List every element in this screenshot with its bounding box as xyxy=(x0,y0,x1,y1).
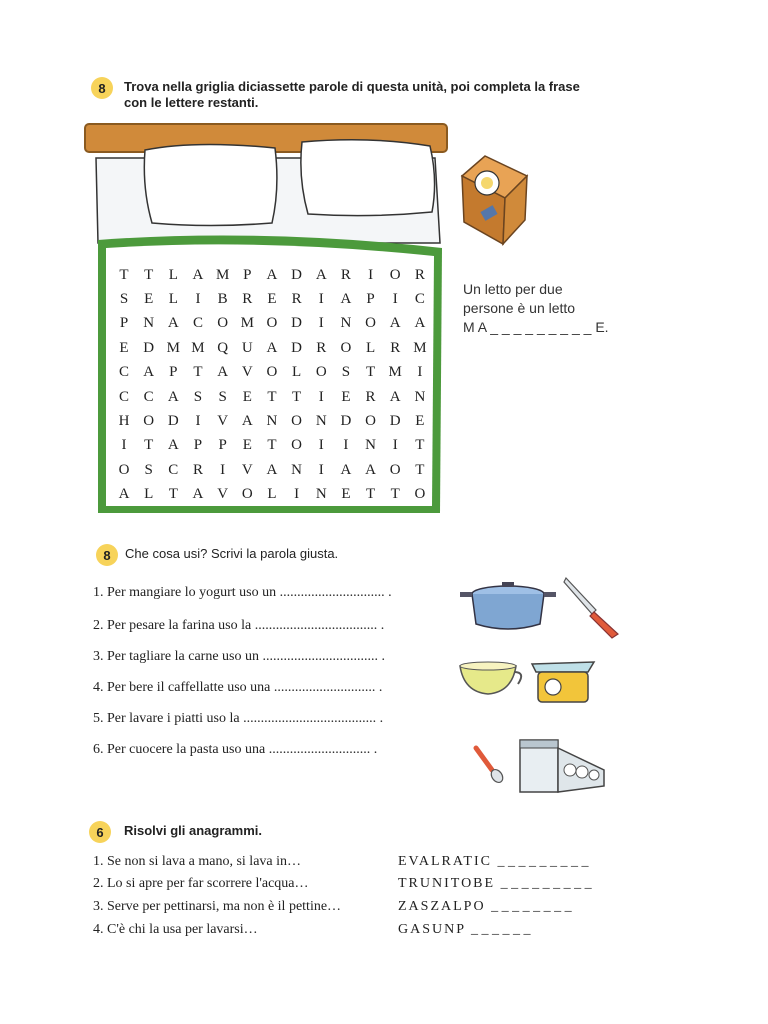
grid-letter[interactable]: V xyxy=(241,364,253,381)
sentence-1: 1. Per mangiare lo yogurt uso un .............................. . xyxy=(93,585,392,600)
grid-letter[interactable]: S xyxy=(144,461,153,478)
grid-letter[interactable]: O xyxy=(414,486,426,503)
grid-letter[interactable]: A xyxy=(167,437,179,454)
grid-row xyxy=(112,361,432,385)
grid-letter[interactable]: R xyxy=(390,339,401,356)
grid-letter[interactable]: A xyxy=(340,461,352,478)
grid-letter[interactable]: A xyxy=(241,413,253,430)
grid-letter[interactable]: O xyxy=(241,486,253,503)
answer-blank-4[interactable]: ............................. . xyxy=(273,680,383,695)
grid-letter[interactable]: O xyxy=(365,413,376,430)
grid-letter[interactable]: R xyxy=(291,291,302,308)
grid-letter[interactable]: R xyxy=(365,388,376,405)
grid-row xyxy=(112,287,432,311)
grid-letter[interactable]: I xyxy=(318,461,324,478)
grid-letter[interactable]: L xyxy=(292,364,302,381)
grid-letter[interactable]: I xyxy=(318,437,324,454)
grid-letter[interactable]: P xyxy=(169,364,178,381)
grid-letter[interactable]: R xyxy=(340,266,351,283)
answer-blank-2[interactable]: ................................... . xyxy=(254,618,385,633)
grid-letter[interactable]: I xyxy=(368,266,374,283)
anagram-blank-1[interactable]: _ _ _ _ _ _ _ _ _ xyxy=(497,854,589,869)
grid-letter[interactable]: N xyxy=(315,486,327,503)
grid-letter[interactable]: S xyxy=(218,388,227,405)
phrase-blank[interactable]: _ _ _ _ _ _ _ _ _ xyxy=(490,319,592,335)
grid-letter[interactable]: I xyxy=(121,437,127,454)
grid-letter[interactable]: D xyxy=(143,339,155,356)
phrase-line-2: persone è un letto xyxy=(463,300,576,316)
grid-letter[interactable]: D xyxy=(291,315,303,332)
grid-letter[interactable]: I xyxy=(392,291,398,308)
grid-letter[interactable]: P xyxy=(366,291,375,308)
grid-letter[interactable]: A xyxy=(143,364,155,381)
grid-letter[interactable]: I xyxy=(318,388,324,405)
instructions-line-2: con le lettere restanti. xyxy=(124,95,259,110)
grid-letter[interactable]: O xyxy=(315,364,327,381)
sentence-2: 2. Per pesare la farina uso la ................................... . xyxy=(93,618,385,633)
grid-letter[interactable]: A xyxy=(167,388,179,405)
grid-letter[interactable]: S xyxy=(341,364,351,381)
answer-blank-1[interactable]: .............................. . xyxy=(279,585,392,600)
grid-letter[interactable]: M xyxy=(413,339,427,356)
grid-letter[interactable]: N xyxy=(315,413,327,430)
kitchen-items-illustration xyxy=(456,572,626,797)
knife-icon xyxy=(564,578,618,638)
anagram-clue-1: 1. Se non si lava a mano, si lava in… xyxy=(93,854,302,869)
grid-letter[interactable]: A xyxy=(266,266,278,283)
grid-letter[interactable]: R xyxy=(414,266,425,283)
grid-letter[interactable]: I xyxy=(318,315,324,332)
grid-letter[interactable]: A xyxy=(266,461,278,478)
grid-letter[interactable]: D xyxy=(340,413,352,430)
grid-row xyxy=(112,409,432,433)
exercise-2-title: Che cosa usi? Scrivi la parola giusta. xyxy=(125,546,339,561)
grid-letter[interactable]: B xyxy=(217,291,228,308)
sentence-6: 6. Per cuocere la pasta uso una ............................. . xyxy=(93,742,378,757)
grid-letter[interactable]: T xyxy=(365,486,376,503)
phrase-end: E. xyxy=(595,319,609,335)
grid-letter[interactable]: M xyxy=(240,315,254,332)
pillow-left xyxy=(144,144,277,225)
grid-letter[interactable]: D xyxy=(389,413,401,430)
completion-phrase xyxy=(463,280,633,337)
grid-letter[interactable]: P xyxy=(193,437,203,454)
exercise-number-badge: 8 xyxy=(91,77,113,99)
grid-letter[interactable]: D xyxy=(291,339,303,356)
grid-letter[interactable]: C xyxy=(118,388,129,405)
grid-letter[interactable]: T xyxy=(415,461,425,478)
grid-letter[interactable]: O xyxy=(365,315,376,332)
grid-letter[interactable]: I xyxy=(220,461,226,478)
spoon-icon xyxy=(476,748,505,785)
anagram-word-1: EVALRATIC _ _ _ _ _ _ _ _ _ xyxy=(398,854,589,869)
grid-letter[interactable]: A xyxy=(365,461,376,478)
grid-letter[interactable]: T xyxy=(267,437,277,454)
anagram-word-2: TRUNITOBE _ _ _ _ _ _ _ _ _ xyxy=(398,876,592,891)
grid-letter[interactable]: M xyxy=(388,364,402,381)
grid-letter[interactable]: S xyxy=(119,291,129,308)
grid-letter[interactable]: A xyxy=(217,364,229,381)
grid-letter[interactable]: E xyxy=(415,413,425,430)
grid-letter[interactable]: E xyxy=(242,437,252,454)
grid-letter[interactable]: P xyxy=(218,437,227,454)
grid-letter[interactable]: H xyxy=(118,413,130,430)
instructions-line-1: Trova nella griglia diciassette parole di questa unità, poi completa la frase xyxy=(124,79,580,94)
answer-blank-3[interactable]: ................................. . xyxy=(262,649,385,664)
grid-row xyxy=(112,483,432,507)
anagram-clue-4: 4. C'è chi la usa per lavarsi… xyxy=(93,922,258,937)
grid-letter[interactable]: O xyxy=(217,315,229,332)
grid-letter[interactable]: I xyxy=(417,364,423,381)
grid-letter[interactable]: E xyxy=(119,339,129,356)
grid-row xyxy=(112,434,432,458)
answer-blank-5[interactable]: ...................................... . xyxy=(243,711,384,726)
grid-letter[interactable]: S xyxy=(193,388,203,405)
grid-letter[interactable]: I xyxy=(392,437,398,454)
grid-letter[interactable]: A xyxy=(118,486,130,503)
grid-letter[interactable]: N xyxy=(340,315,352,332)
grid-letter[interactable]: V xyxy=(217,486,229,503)
grid-letter[interactable]: O xyxy=(340,339,352,356)
exercise-3-title: Risolvi gli anagrammi. xyxy=(124,823,262,838)
exercise-instructions xyxy=(124,79,604,111)
grid-letter[interactable]: T xyxy=(168,486,178,503)
grid-letter[interactable]: N xyxy=(266,413,278,430)
grid-letter[interactable]: E xyxy=(144,291,154,308)
grid-letter[interactable]: D xyxy=(167,413,179,430)
grid-letter[interactable]: A xyxy=(266,339,278,356)
grid-letter[interactable]: T xyxy=(365,364,376,381)
anagram-blank-2[interactable]: _ _ _ _ _ _ _ _ _ xyxy=(500,876,592,891)
grid-letter[interactable]: O xyxy=(291,413,303,430)
grid-letter[interactable]: D xyxy=(291,266,303,283)
grid-letter[interactable]: O xyxy=(291,437,303,454)
grid-letter[interactable]: N xyxy=(365,437,376,454)
grid-letter[interactable]: V xyxy=(217,413,229,430)
grid-row xyxy=(112,263,432,287)
grid-letter[interactable]: U xyxy=(241,339,253,356)
grid-row xyxy=(112,458,432,482)
grid-letter[interactable]: C xyxy=(143,388,154,405)
grid-letter[interactable]: T xyxy=(193,364,203,381)
grid-row xyxy=(112,336,432,360)
grid-letter[interactable]: E xyxy=(341,388,351,405)
dishwasher-icon xyxy=(520,740,604,792)
grid-letter[interactable]: N xyxy=(143,315,155,332)
grid-row xyxy=(112,312,432,336)
grid-letter[interactable]: O xyxy=(266,364,278,381)
grid-letter[interactable]: A xyxy=(414,315,426,332)
grid-letter[interactable]: L xyxy=(168,291,178,308)
grid-letter[interactable]: N xyxy=(414,388,426,405)
grid-letter[interactable]: A xyxy=(167,315,179,332)
grid-letter[interactable]: R xyxy=(316,339,327,356)
grid-letter[interactable]: T xyxy=(292,388,302,405)
anagram-blank-3[interactable]: _ _ _ _ _ _ _ _ xyxy=(491,899,572,914)
sentence-5: 5. Per lavare i piatti uso la ...................................... . xyxy=(93,711,384,726)
grid-letter[interactable]: L xyxy=(365,339,376,356)
phrase-line-1: Un letto per due xyxy=(463,281,563,297)
grid-letter[interactable]: T xyxy=(119,266,129,283)
grid-row xyxy=(112,385,432,409)
grid-letter[interactable]: M xyxy=(191,339,205,356)
grid-letter[interactable]: A xyxy=(389,315,401,332)
answer-blank-6[interactable]: ............................. . xyxy=(268,742,378,757)
grid-letter[interactable]: R xyxy=(192,461,203,478)
grid-letter[interactable]: E xyxy=(341,486,351,503)
grid-letter[interactable]: I xyxy=(343,437,349,454)
grid-letter[interactable]: O xyxy=(118,461,130,478)
grid-letter[interactable]: I xyxy=(195,291,201,308)
anagram-word-3: ZASZALPO _ _ _ _ _ _ _ _ xyxy=(398,899,572,914)
phrase-start: M A xyxy=(463,319,487,335)
grid-letter[interactable]: E xyxy=(267,291,277,308)
grid-letter[interactable]: T xyxy=(267,388,277,405)
grid-letter[interactable]: C xyxy=(414,291,425,308)
grid-letter[interactable]: A xyxy=(192,266,204,283)
grid-letter[interactable]: E xyxy=(242,388,252,405)
grid-letter[interactable]: C xyxy=(118,364,129,381)
grid-letter[interactable]: T xyxy=(144,437,154,454)
anagram-word-4: GASUNP _ _ _ _ _ _ xyxy=(398,922,531,937)
anagram-clue-3: 3. Serve per pettinarsi, ma non è il pettine… xyxy=(93,899,342,914)
grid-letter[interactable]: M xyxy=(166,339,180,356)
grid-letter[interactable]: M xyxy=(215,266,230,283)
sentence-3: 3. Per tagliare la carne uso un ................................. . xyxy=(93,649,385,664)
grid-letter[interactable]: L xyxy=(267,486,277,503)
grid-letter[interactable]: N xyxy=(291,461,303,478)
grid-letter[interactable]: T xyxy=(415,437,425,454)
grid-letter[interactable]: I xyxy=(294,486,300,503)
grid-letter[interactable]: A xyxy=(389,388,401,405)
scale-icon xyxy=(532,662,594,702)
grid-letter[interactable]: L xyxy=(168,266,178,283)
grid-letter[interactable]: Q xyxy=(217,339,229,356)
grid-letter[interactable]: C xyxy=(192,315,203,332)
grid-letter[interactable]: V xyxy=(241,461,253,478)
word-search-grid xyxy=(112,263,432,507)
pot-icon xyxy=(460,582,556,629)
grid-letter[interactable]: O xyxy=(389,266,401,283)
grid-letter[interactable]: O xyxy=(143,413,155,430)
grid-letter[interactable]: P xyxy=(243,266,252,283)
grid-letter[interactable]: O xyxy=(389,461,401,478)
grid-letter[interactable]: T xyxy=(390,486,400,503)
exercise-2-number-badge: 8 xyxy=(96,544,118,566)
grid-letter[interactable]: O xyxy=(266,315,278,332)
grid-letter[interactable]: I xyxy=(195,413,201,430)
anagram-clue-2: 2. Lo si apre per far scorrere l'acqua… xyxy=(93,876,309,891)
anagram-blank-4[interactable]: _ _ _ _ _ _ xyxy=(471,922,531,937)
grid-letter[interactable]: L xyxy=(144,486,154,503)
grid-letter[interactable]: I xyxy=(318,291,324,308)
sentence-4: 4. Per bere il caffellatte uso una ............................. . xyxy=(93,680,383,695)
grid-letter[interactable]: A xyxy=(192,486,204,503)
grid-letter[interactable]: A xyxy=(340,291,352,308)
grid-letter[interactable]: C xyxy=(168,461,179,478)
phrase-line-3 xyxy=(463,318,633,337)
exercise-3-number-badge: 6 xyxy=(89,821,111,843)
grid-letter[interactable]: A xyxy=(315,266,327,283)
pillow-right xyxy=(301,140,435,216)
nightstand xyxy=(462,156,527,244)
grid-letter[interactable]: P xyxy=(119,315,129,332)
cup-icon xyxy=(460,662,521,694)
grid-letter[interactable]: T xyxy=(144,266,154,283)
grid-letter[interactable]: R xyxy=(242,291,253,308)
